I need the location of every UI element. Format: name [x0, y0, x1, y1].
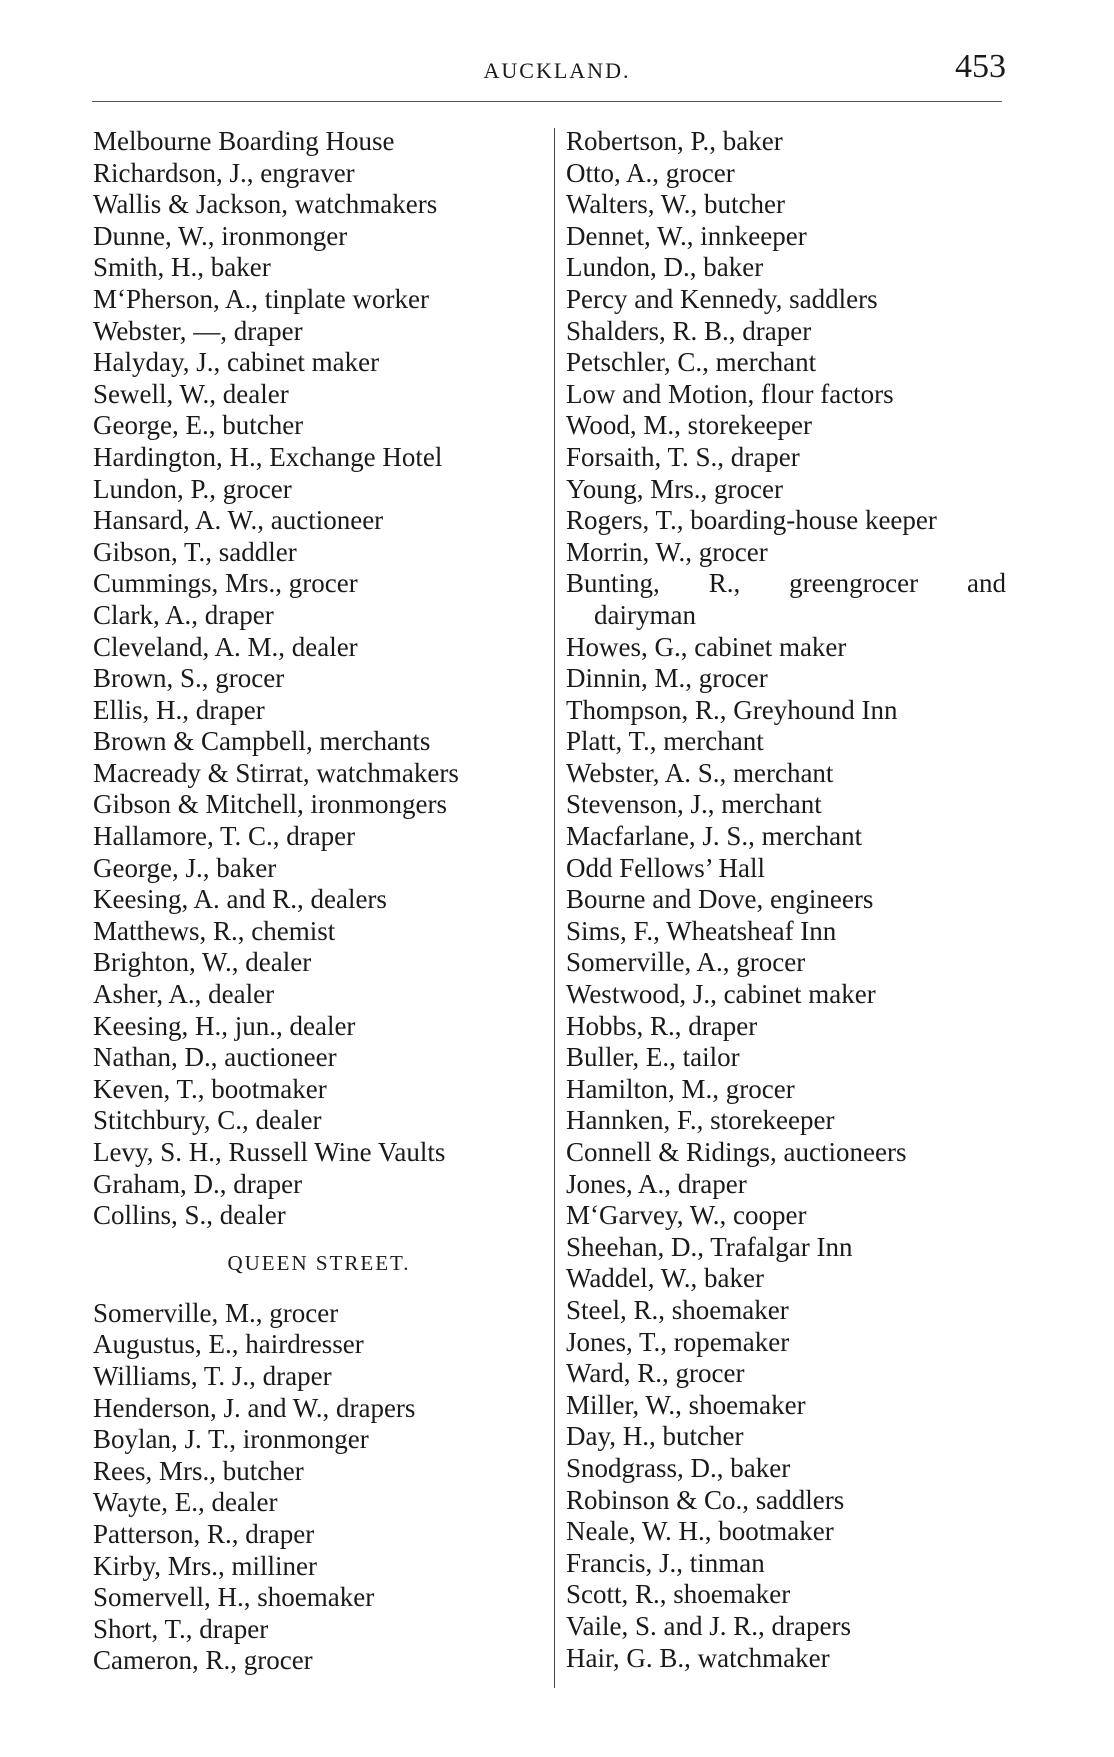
directory-entry: Lundon, P., grocer [93, 473, 292, 504]
right-column [566, 126, 1016, 1674]
directory-entry: Rees, Mrs., butcher [93, 1455, 304, 1486]
directory-entry: Dinnin, M., grocer [566, 663, 768, 694]
directory-entry: Sims, F., Wheatsheaf Inn [566, 915, 837, 946]
directory-entry: Asher, A., dealer [93, 979, 275, 1010]
directory-entry: Gibson, T., saddler [93, 536, 297, 567]
directory-entry: George, J., baker [93, 852, 277, 883]
header-rule [92, 101, 1002, 102]
directory-entry: Hallamore, T. C., draper [93, 821, 356, 852]
directory-entry: Hannken, F., storekeeper [566, 1105, 835, 1136]
directory-entry: Levy, S. H., Russell Wine Vaults [93, 1137, 446, 1167]
directory-entry: Richardson, J., engraver [93, 157, 355, 188]
directory-entry: Webster, A. S., merchant [566, 757, 834, 788]
directory-entry: Stitchbury, C., dealer [93, 1105, 322, 1136]
directory-entry-bunting [566, 568, 1006, 600]
right-entries-b [566, 632, 1016, 1675]
directory-entry: Brown, S., grocer [93, 663, 285, 694]
directory-entry: Lundon, D., baker [566, 252, 764, 283]
directory-entry: Kirby, Mrs., milliner [93, 1550, 317, 1581]
entry-continuation: dairyman [594, 599, 696, 630]
directory-entry: Waddel, W., baker [566, 1263, 765, 1294]
directory-entry: Vaile, S. and J. R., drapers [566, 1610, 851, 1641]
column-divider [554, 128, 555, 1688]
directory-entry: M‘Pherson, A., tinplate worker [93, 283, 429, 314]
entry-conjunction: and [967, 568, 1006, 599]
directory-entry: Connell & Ridings, auctioneers [566, 1137, 907, 1167]
directory-entry: Patterson, R., draper [93, 1518, 315, 1549]
directory-entry: Ellis, H., draper [93, 694, 265, 725]
directory-entry: Hardington, H., Exchange Hotel [93, 441, 443, 472]
directory-entry: Keesing, A. and R., dealers [93, 884, 387, 915]
directory-entry: Miller, W., shoemaker [566, 1389, 806, 1420]
directory-entry: Jones, A., draper [566, 1168, 747, 1199]
directory-entry: Low and Motion, flour factors [566, 378, 894, 409]
directory-entry: Walters, W., butcher [566, 189, 786, 220]
directory-entry: George, E., butcher [93, 410, 304, 441]
directory-entry: Clark, A., draper [93, 599, 274, 630]
section-heading-queen-street: QUEEN STREET. [227, 1250, 411, 1275]
directory-entry: M‘Garvey, W., cooper [566, 1200, 807, 1231]
directory-entry: Rogers, T., boarding-house keeper [566, 505, 937, 536]
directory-entry: Stevenson, J., merchant [566, 789, 822, 820]
directory-entry: Dunne, W., ironmonger [93, 220, 348, 251]
directory-entry: Webster, —, draper [93, 315, 303, 346]
directory-entry: Ward, R., grocer [566, 1358, 745, 1389]
directory-entry: Matthews, R., chemist [93, 915, 336, 946]
directory-entry: Smith, H., baker [93, 252, 271, 283]
directory-entry: Wallis & Jackson, watchmakers [93, 189, 438, 220]
directory-entry: Shalders, R. B., draper [566, 315, 812, 346]
entry-initial: R., [708, 568, 741, 599]
directory-entry: Sewell, W., dealer [93, 378, 289, 409]
directory-entry: Henderson, J. and W., drapers [93, 1392, 416, 1423]
running-title: AUCKLAND. [483, 58, 631, 83]
directory-entry: Melbourne Boarding House [93, 126, 395, 156]
directory-entry: Wayte, E., dealer [93, 1487, 278, 1518]
directory-entry: Keven, T., bootmaker [93, 1073, 327, 1104]
directory-entry: Robinson & Co., saddlers [566, 1484, 845, 1515]
page-number: 453 [955, 48, 1006, 85]
directory-entry: Brighton, W., dealer [93, 947, 312, 978]
directory-entry: Young, Mrs., grocer [566, 473, 784, 504]
directory-entry: Buller, E., tailor [566, 1042, 740, 1073]
directory-entry: Jones, T., ropemaker [566, 1326, 790, 1357]
directory-entry: Macfarlane, J. S., merchant [566, 821, 863, 852]
directory-entry: Otto, A., grocer [566, 157, 735, 188]
running-head [0, 48, 1114, 88]
left-column [93, 126, 545, 1677]
entry-trade: greengrocer [789, 568, 919, 599]
directory-entry: Day, H., butcher [566, 1421, 744, 1452]
directory-entry: Westwood, J., cabinet maker [566, 979, 876, 1010]
directory-entry: Francis, J., tinman [566, 1547, 765, 1578]
directory-entry: Hair, G. B., watchmaker [566, 1642, 830, 1673]
directory-entry: Scott, R., shoemaker [566, 1579, 791, 1610]
directory-entry: Snodgrass, D., baker [566, 1452, 791, 1483]
directory-entry: Cleveland, A. M., dealer [93, 631, 358, 662]
directory-entry: Hansard, A. W., auctioneer [93, 505, 384, 536]
directory-entry: Graham, D., draper [93, 1168, 303, 1199]
directory-entry: Steel, R., shoemaker [566, 1294, 789, 1325]
directory-entry: Keesing, H., jun., dealer [93, 1010, 356, 1041]
directory-entry: Williams, T. J., draper [93, 1360, 332, 1391]
right-entries-a [566, 126, 1016, 568]
directory-entry: Nathan, D., auctioneer [93, 1042, 337, 1073]
directory-entry: Collins, S., dealer [93, 1200, 286, 1231]
directory-entry: Howes, G., cabinet maker [566, 631, 847, 662]
directory-entry: Cummings, Mrs., grocer [93, 568, 358, 599]
directory-entry: Macready & Stirrat, watchmakers [93, 757, 459, 788]
entry-name: Bunting, [566, 568, 660, 599]
directory-entry: Neale, W. H., bootmaker [566, 1516, 834, 1547]
directory-entry: Robertson, P., baker [566, 126, 783, 156]
directory-entry: Bourne and Dove, engineers [566, 884, 874, 915]
directory-entry: Cameron, R., grocer [93, 1645, 313, 1676]
directory-entry: Forsaith, T. S., draper [566, 441, 800, 472]
directory-entry: Odd Fellows’ Hall [566, 852, 765, 883]
directory-entry: Somervell, H., shoemaker [93, 1582, 375, 1613]
directory-entry: Somerville, M., grocer [93, 1297, 339, 1328]
directory-entry: Morrin, W., grocer [566, 536, 768, 567]
directory-entry: Halyday, J., cabinet maker [93, 347, 380, 378]
directory-entry: Dennet, W., innkeeper [566, 220, 807, 251]
directory-entry: Short, T., draper [93, 1613, 269, 1644]
directory-entry: Petschler, C., merchant [566, 347, 817, 378]
directory-entry: Hobbs, R., draper [566, 1010, 758, 1041]
directory-entry: Brown & Campbell, merchants [93, 726, 431, 757]
directory-entry: Platt, T., merchant [566, 726, 764, 757]
left-entries-bottom [93, 1298, 545, 1677]
directory-entry: Percy and Kennedy, saddlers [566, 283, 878, 314]
directory-entry: Gibson & Mitchell, ironmongers [93, 789, 447, 820]
directory-entry: Wood, M., storekeeper [566, 410, 813, 441]
directory-entry: Sheehan, D., Trafalgar Inn [566, 1231, 853, 1262]
directory-entry: Thompson, R., Greyhound Inn [566, 694, 898, 725]
directory-entry: Boylan, J. T., ironmonger [93, 1424, 369, 1455]
directory-entry: Somerville, A., grocer [566, 947, 806, 978]
directory-entry: Hamilton, M., grocer [566, 1073, 795, 1104]
left-entries-top [93, 126, 545, 1232]
directory-entry: Augustus, E., hairdresser [93, 1329, 364, 1360]
